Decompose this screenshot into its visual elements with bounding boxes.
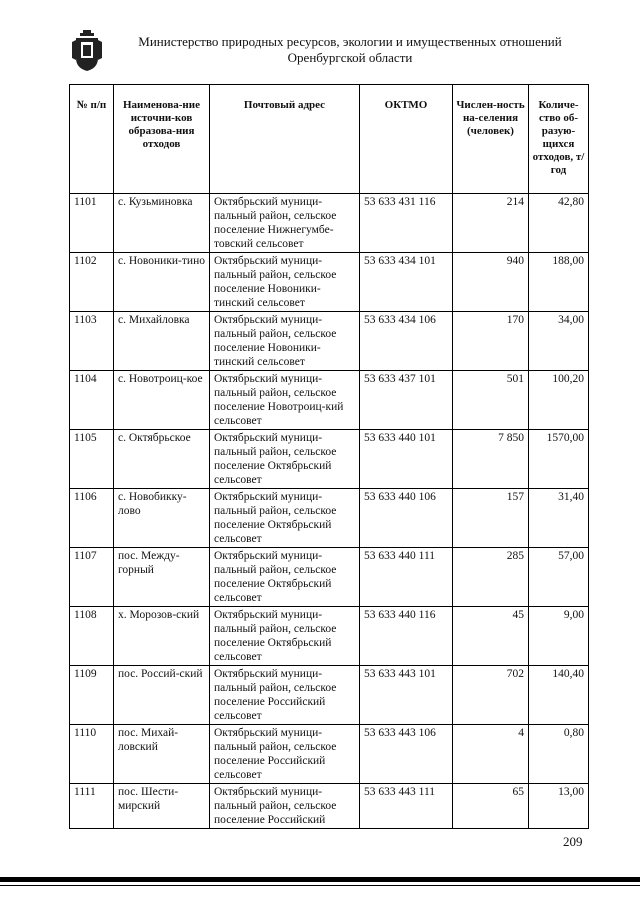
table-row [70,607,589,666]
population-cell: 7 850 [453,430,529,489]
table-row [70,666,589,725]
source-name-cell: с. Кузьминовка [114,194,210,253]
postal-address-cell: Октябрьский муници-пальный район, сельское поселение Октябрьский сельсовет [210,489,360,548]
oktmo-code-cell: 53 633 443 106 [360,725,453,784]
row-number-cell: 1105 [70,430,114,489]
source-name-cell: с. Октябрьское [114,430,210,489]
source-name-cell: пос. Шести-мирский [114,784,210,829]
coat-of-arms-icon [72,28,102,72]
table-row [70,430,589,489]
waste-amount-cell: 57,00 [529,548,589,607]
waste-amount-cell: 31,40 [529,489,589,548]
row-number-cell: 1101 [70,194,114,253]
source-name-cell: с. Новобикку-лово [114,489,210,548]
table-row [70,253,589,312]
postal-address-cell: Октябрьский муници-пальный район, сельское поселение Российский сельсовет [210,725,360,784]
oktmo-code-cell: 53 633 434 106 [360,312,453,371]
population-cell: 501 [453,371,529,430]
waste-amount-cell: 100,20 [529,371,589,430]
oktmo-code-cell: 53 633 437 101 [360,371,453,430]
page-number: 209 [563,834,583,849]
postal-address-cell: Октябрьский муници-пальный район, сельское поселение Октябрьский сельсовет [210,430,360,489]
row-number-cell: 1110 [70,725,114,784]
postal-address-cell: Октябрьский муници-пальный район, сельское поселение Октябрьский сельсовет [210,607,360,666]
col-header-number: № п/п [70,85,114,194]
waste-amount-cell: 34,00 [529,312,589,371]
source-name-cell: с. Новотроиц-кое [114,371,210,430]
table-row [70,489,589,548]
header-line1: Министерство природных ресурсов, экологии и имущественных отношений [138,34,562,49]
oktmo-code-cell: 53 633 443 111 [360,784,453,829]
row-number-cell: 1106 [70,489,114,548]
oktmo-code-cell: 53 633 440 106 [360,489,453,548]
postal-address-cell: Октябрьский муници-пальный район, сельское поселение Российский сельсовет [210,666,360,725]
oktmo-code-cell: 53 633 431 116 [360,194,453,253]
waste-amount-cell: 0,80 [529,725,589,784]
population-cell: 157 [453,489,529,548]
table-row [70,194,589,253]
waste-amount-cell: 13,00 [529,784,589,829]
population-cell: 45 [453,607,529,666]
table-row [70,371,589,430]
population-cell: 214 [453,194,529,253]
col-header-waste: Количе-ство об-разую-щихся отходов, т/год [529,85,589,194]
population-cell: 940 [453,253,529,312]
row-number-cell: 1107 [70,548,114,607]
waste-amount-cell: 1570,00 [529,430,589,489]
row-number-cell: 1103 [70,312,114,371]
row-number-cell: 1111 [70,784,114,829]
population-cell: 170 [453,312,529,371]
population-cell: 65 [453,784,529,829]
table-header-row [70,85,589,194]
row-number-cell: 1109 [70,666,114,725]
row-number-cell: 1108 [70,607,114,666]
footer-rule [0,877,640,882]
table-row [70,784,589,829]
footer-rule-thin [0,885,640,886]
oktmo-code-cell: 53 633 440 111 [360,548,453,607]
source-name-cell: х. Морозов-ский [114,607,210,666]
header-line2: Оренбургской области [287,50,413,65]
document-header [120,34,580,66]
col-header-oktmo: ОКТМО [360,85,453,194]
waste-amount-cell: 188,00 [529,253,589,312]
col-header-source-name: Наименова-ние источни-ков образова-ния отходов [114,85,210,194]
source-name-cell: с. Новоники-тино [114,253,210,312]
oktmo-code-cell: 53 633 434 101 [360,253,453,312]
source-name-cell: пос. Между-горный [114,548,210,607]
table-row [70,312,589,371]
postal-address-cell: Октябрьский муници-пальный район, сельское поселение Новотроиц-кий сельсовет [210,371,360,430]
population-cell: 4 [453,725,529,784]
postal-address-cell: Октябрьский муници-пальный район, сельское поселение Российский [210,784,360,829]
population-cell: 285 [453,548,529,607]
waste-sources-table [69,84,589,829]
waste-amount-cell: 140,40 [529,666,589,725]
table-row [70,725,589,784]
col-header-address: Почтовый адрес [210,85,360,194]
row-number-cell: 1102 [70,253,114,312]
table-row [70,548,589,607]
waste-amount-cell: 9,00 [529,607,589,666]
postal-address-cell: Октябрьский муници-пальный район, сельское поселение Новоники-тинский сельсовет [210,312,360,371]
row-number-cell: 1104 [70,371,114,430]
population-cell: 702 [453,666,529,725]
waste-amount-cell: 42,80 [529,194,589,253]
postal-address-cell: Октябрьский муници-пальный район, сельское поселение Нижнегумбе-товский сельсовет [210,194,360,253]
oktmo-code-cell: 53 633 440 116 [360,607,453,666]
source-name-cell: с. Михайловка [114,312,210,371]
col-header-population: Числен-ность на-селения (человек) [453,85,529,194]
postal-address-cell: Октябрьский муници-пальный район, сельское поселение Октябрьский сельсовет [210,548,360,607]
source-name-cell: пос. Михай-ловский [114,725,210,784]
oktmo-code-cell: 53 633 440 101 [360,430,453,489]
source-name-cell: пос. Россий-ский [114,666,210,725]
postal-address-cell: Октябрьский муници-пальный район, сельское поселение Новоники-тинский сельсовет [210,253,360,312]
oktmo-code-cell: 53 633 443 101 [360,666,453,725]
